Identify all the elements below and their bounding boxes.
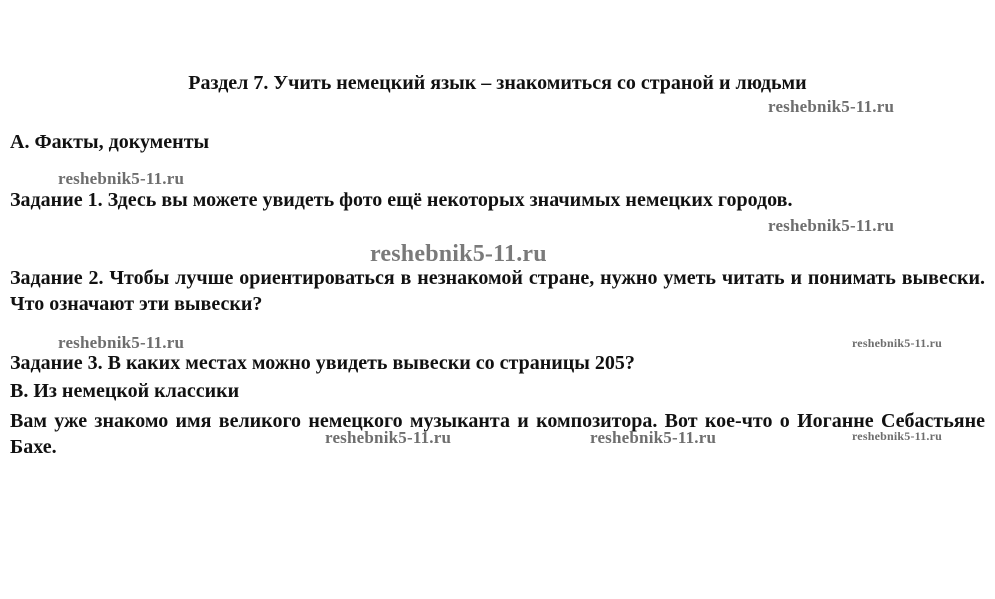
page-title: Раздел 7. Учить немецкий язык – знакомиться со страной и людьми xyxy=(188,72,807,94)
bach-intro-text: Вам уже знакомо имя великого немецкого музыканта и композитора. Вот кое-что о Иоганне Себастьяне Бахе. xyxy=(10,410,985,458)
task-1-text: Задание 1. Здесь вы можете увидеть фото ещё некоторых значимых немецких городов. xyxy=(10,189,793,211)
watermark: reshebnik5-11.ru xyxy=(852,336,942,350)
watermark: reshebnik5-11.ru xyxy=(768,216,895,235)
watermark: reshebnik5-11.ru xyxy=(325,428,452,447)
task-3-text: Задание 3. В каких местах можно увидеть вывески со страницы 205? xyxy=(10,352,635,374)
section-b-heading: В. Из немецкой классики xyxy=(10,380,240,402)
watermark: reshebnik5-11.ru xyxy=(852,429,942,443)
watermark: reshebnik5-11.ru xyxy=(590,428,717,447)
task-2-text: Задание 2. Чтобы лучше ориентироваться в незнакомой стране, нужно уметь читать и понимать вывески. Что означают эти вывески? xyxy=(10,267,985,315)
section-a-heading: А. Факты, документы xyxy=(10,131,210,153)
watermark: reshebnik5-11.ru xyxy=(58,333,185,352)
watermark: reshebnik5-11.ru xyxy=(58,169,185,188)
watermark: reshebnik5-11.ru xyxy=(768,97,895,116)
watermark: reshebnik5-11.ru xyxy=(370,241,547,267)
